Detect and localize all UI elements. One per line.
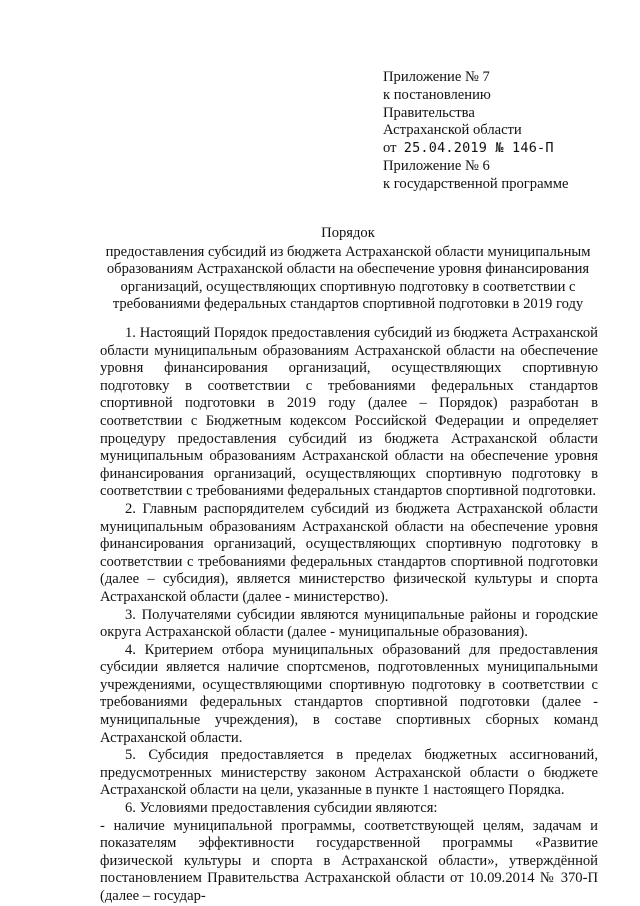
document-title bbox=[96, 225, 600, 314]
date-stamp: 25.04.2019 № 146-П bbox=[403, 140, 554, 157]
document-body bbox=[100, 325, 598, 906]
appendix-date-line bbox=[383, 140, 633, 158]
list-item: - наличие муниципальной программы, соответствующей целям, задачам и показателям эффективности государственной программы «Развитие физической культуры и спорта в Астраханской области», утверждённой постановлением Правительства Астраханской области от 10.09.2014 № 370-П (далее – государ- bbox=[100, 817, 598, 904]
appendix-line: Правительства bbox=[383, 104, 475, 121]
paragraph-1: 1. Настоящий Порядок предоставления субсидий из бюджета Астраханской области муниципальным образованиям Астраханской области на обеспечение уровня финансирования организаций, осуществляющих спортивную подготовку в соответствии с требованиями федеральных стандартов спортивной подготовки в 2019 году (далее – Порядок) разработан в соответствии с Бюджетным кодексом Российской Федерации и определяет процедуру предоставления субсидий из бюджета Астраханской области муниципальным образованиям Астраханской области на обеспечение уровня финансирования организаций, осуществляющих спортивную подготовку в соответствии с требованиями федеральных стандартов спортивной подготовки. bbox=[100, 325, 598, 500]
date-prefix: от bbox=[383, 140, 397, 157]
paragraph-3: 3. Получателями субсидии являются муниципальные районы и городские округа Астраханской области (далее - муниципальные образования). bbox=[100, 606, 598, 641]
appendix-line: Приложение № 7 bbox=[383, 69, 490, 85]
paragraph-6: 6. Условиями предоставления субсидии являются: bbox=[125, 800, 438, 817]
paragraph-5: 5. Субсидия предоставляется в пределах бюджетных ассигнований, предусмотренных министерству законом Астраханской области о бюджете Астраханской области на цели, указанные в пункте 1 настоящего Порядка. bbox=[100, 747, 598, 799]
paragraph-4: 4. Критерием отбора муниципальных образований для предоставления субсидии является наличие спортсменов, подготовленных муниципальными учреждениями, осуществляющими спортивную подготовку в соответствии с требованиями федеральных стандартов спортивной подготовки (далее - муниципальные учреждения), в составе спортивных сборных команд Астраханской области. bbox=[100, 641, 598, 746]
appendix-line: Приложение № 6 bbox=[383, 157, 490, 174]
appendix-line: Астраханской области bbox=[383, 122, 522, 139]
appendix-line: к государственной программе bbox=[383, 175, 569, 192]
appendix-header bbox=[383, 69, 633, 194]
title-heading: Порядок bbox=[321, 225, 375, 241]
title-subtitle: предоставления субсидий из бюджета Астраханской области муниципальным образованиям Астраханской области на обеспечение уровня финансирования организаций, осуществляющих спортивную подготовку в соответствии с требованиями федеральных стандартов спортивной подготовки в 2019 году bbox=[105, 243, 591, 313]
paragraph-2: 2. Главным распорядителем субсидий из бюджета Астраханской области муниципальным образованиям Астраханской области на обеспечение уровня финансирования организаций, осуществляющих спортивную подготовку в соответствии с требованиями федеральных стандартов спортивной подготовки (далее – субсидия), является министерство физической культуры и спорта Астраханской области (далее - министерство). bbox=[100, 500, 598, 605]
appendix-line: к постановлению bbox=[383, 86, 491, 103]
